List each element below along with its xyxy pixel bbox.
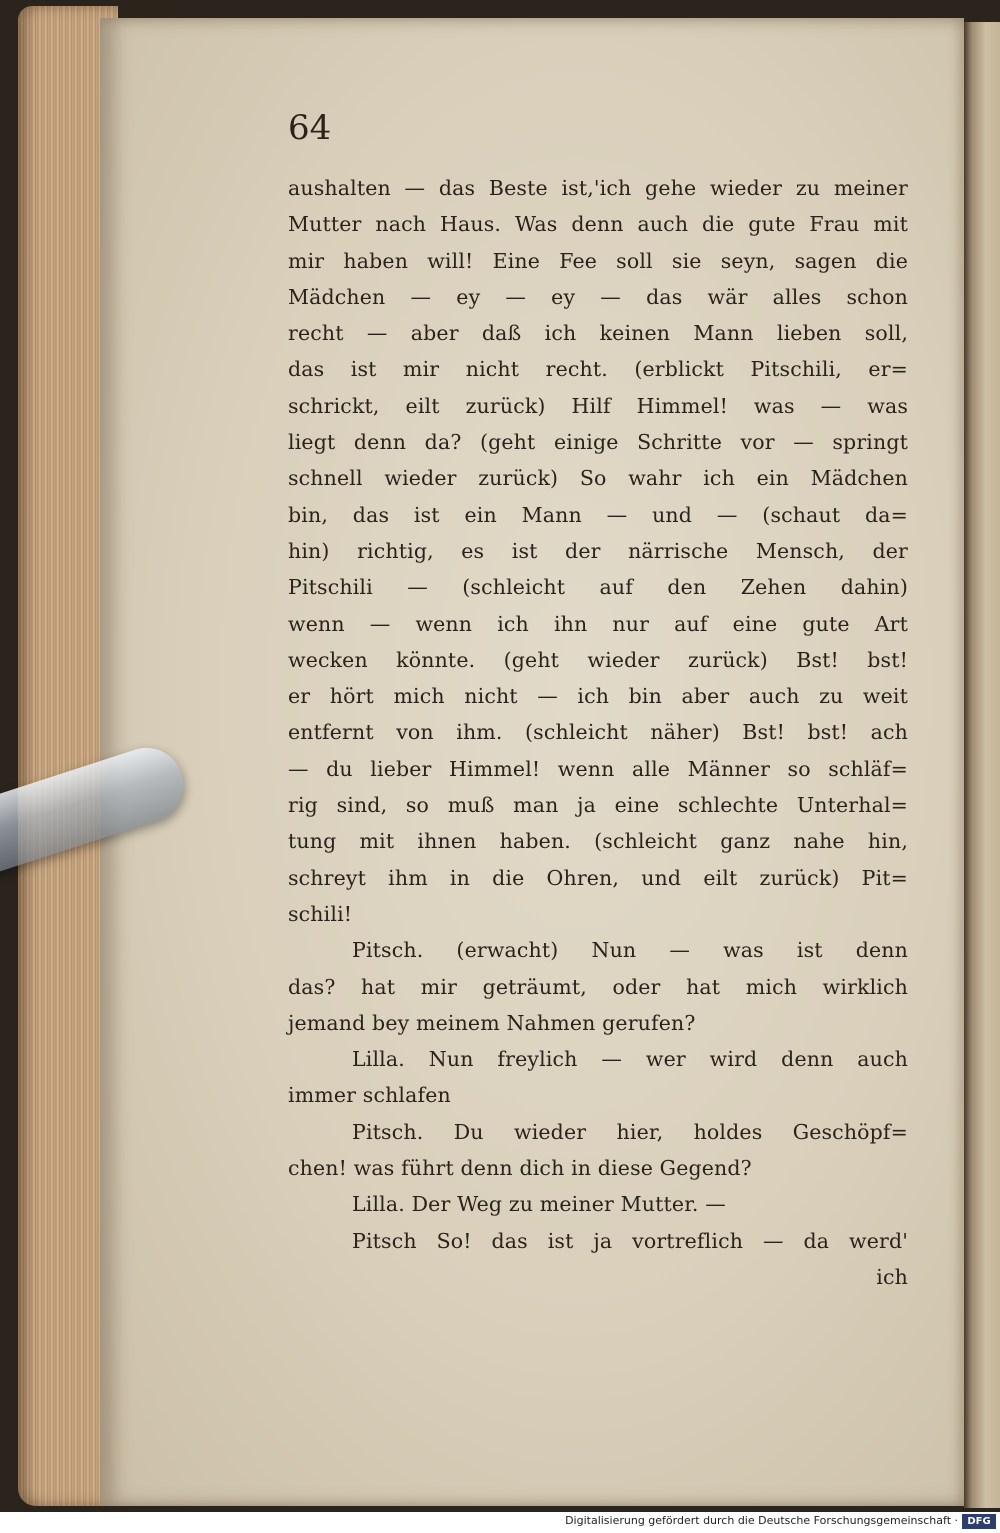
text-line: schreyt ihm in die Ohren, und eilt zurück) Pit=: [288, 865, 908, 890]
text-line: Lilla. Nun freylich — wer wird denn auch: [352, 1047, 908, 1072]
text-line: — du lieber Himmel! wenn alle Männer so schläf=: [288, 756, 908, 781]
text-line: schrickt, eilt zurück) Hilf Himmel! was — was: [288, 393, 908, 418]
text-line: er hört mich nicht — ich bin aber auch zu weit: [288, 684, 908, 709]
text-line: schnell wieder zurück) So wahr ich ein Mädchen: [288, 466, 908, 491]
text-line: Mutter nach Haus. Was denn auch die gute Frau mit: [288, 212, 908, 237]
text-line: wenn — wenn ich ihn nur auf eine gute Art: [288, 611, 908, 636]
text-line: Pitschili — (schleicht auf den Zehen dahin): [288, 575, 908, 600]
text-line: Pitsch. Du wieder hier, holdes Geschöpf=: [352, 1119, 908, 1144]
text-line: jemand bey meinem Nahmen gerufen?: [288, 1010, 696, 1035]
text-line: Pitsch So! das ist ja vortreflich — da werd': [352, 1228, 908, 1253]
text-line: recht — aber daß ich keinen Mann lieben soll,: [288, 321, 908, 346]
page-number: 64: [288, 108, 332, 148]
text-line: schili!: [288, 901, 353, 926]
text-line: liegt denn da? (geht einige Schritte vor — springt: [288, 430, 908, 455]
facing-page-edge: [964, 22, 1000, 1508]
footer-credit: Digitalisierung gefördert durch die Deutsche Forschungsgemeinschaft ·: [565, 1514, 958, 1527]
text-line: immer schlafen: [288, 1083, 451, 1108]
text-line: tung mit ihnen haben. (schleicht ganz nahe hin,: [288, 829, 908, 854]
text-line: ich: [876, 1264, 908, 1289]
text-line: wecken könnte. (geht wieder zurück) Bst! bst!: [288, 647, 908, 672]
text-line: hin) richtig, es ist der närrische Mensch, der: [288, 538, 908, 563]
dfg-logo: DFG: [962, 1514, 996, 1529]
body-text: [288, 170, 908, 1295]
text-line: das ist mir nicht recht. (erblickt Pitschili, er=: [288, 357, 908, 382]
text-line: bin, das ist ein Mann — und — (schaut da=: [288, 502, 908, 527]
text-line: Pitsch. (erwacht) Nun — was ist denn: [352, 938, 908, 963]
text-line: aushalten — das Beste ist,'ich gehe wieder zu meiner: [288, 176, 908, 200]
text-line: Lilla. Der Weg zu meiner Mutter. —: [352, 1192, 726, 1217]
text-line: das? hat mir geträumt, oder hat mich wirklich: [288, 974, 908, 999]
text-line: Mädchen — ey — ey — das wär alles schon: [288, 284, 908, 309]
text-line: chen! was führt denn dich in diese Gegend?: [288, 1156, 752, 1181]
text-line: entfernt von ihm. (schleicht näher) Bst! bst! ach: [288, 720, 908, 745]
text-line: rig sind, so muß man ja eine schlechte Unterhal=: [288, 793, 908, 818]
text-line: mir haben will! Eine Fee soll sie seyn, sagen die: [288, 248, 908, 273]
